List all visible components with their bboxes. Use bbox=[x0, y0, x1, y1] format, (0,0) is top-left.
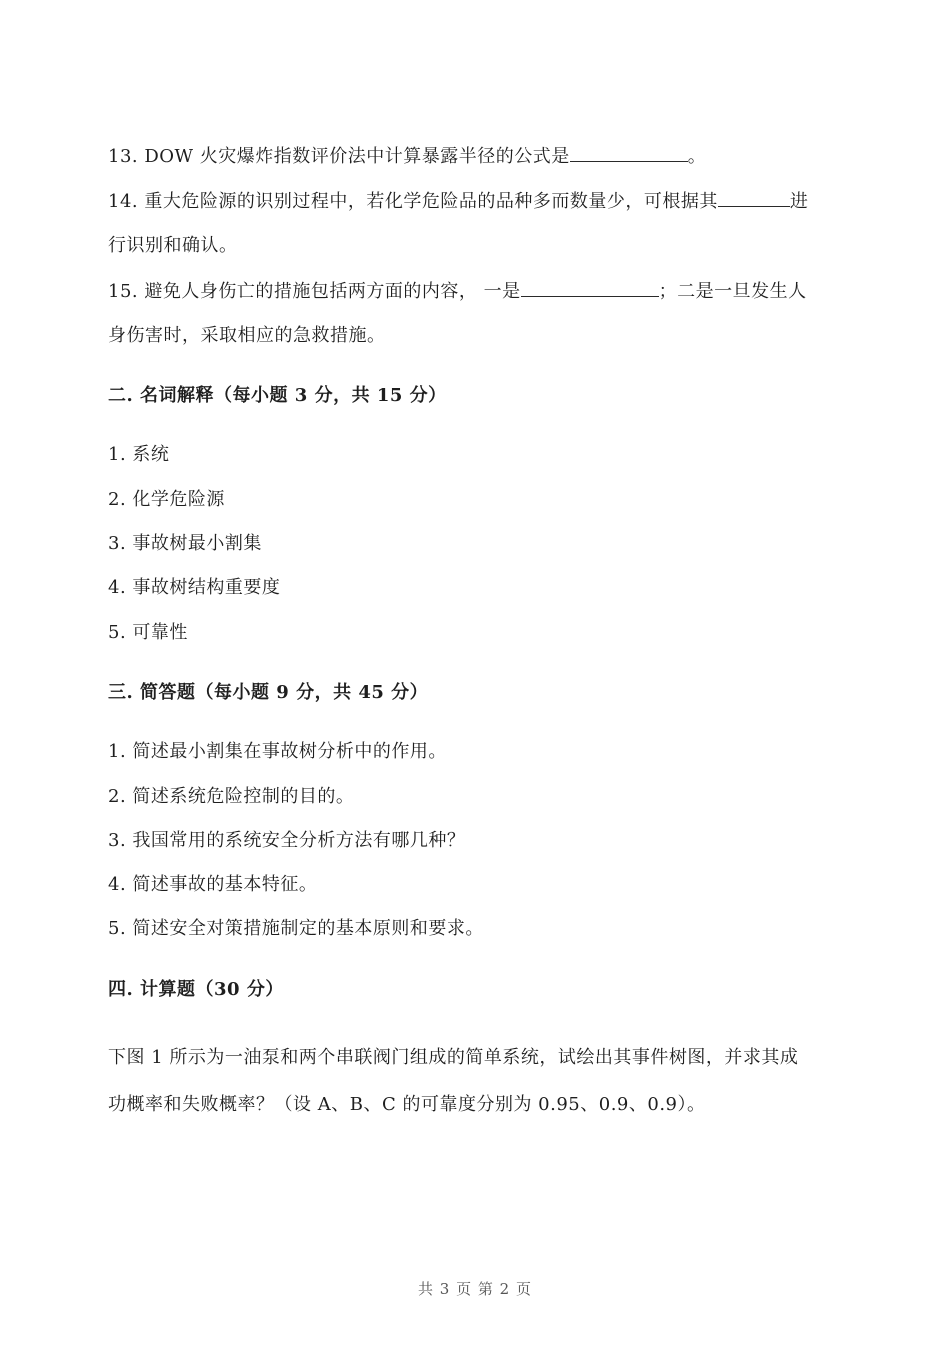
question-13-text: 13. DOW 火灾爆炸指数评价法中计算暴露半径的公式是 bbox=[108, 146, 570, 167]
section-4-paragraph-line-1: 下图 1 所示为一油泵和两个串联阀门组成的简单系统，试绘出其事件树图，并求其成 bbox=[108, 1047, 799, 1068]
section-3-item: 1. 简述最小割集在事故树分析中的作用。 bbox=[108, 741, 447, 762]
question-15-line-1 bbox=[108, 278, 868, 305]
question-13 bbox=[108, 143, 868, 170]
section-4-title: 四. 计算题（30 分） bbox=[108, 979, 284, 1000]
section-2-item: 2. 化学危险源 bbox=[108, 489, 225, 510]
section-3-item: 3. 我国常用的系统安全分析方法有哪几种？ bbox=[108, 830, 466, 851]
question-13-blank[interactable] bbox=[570, 143, 688, 162]
question-15-line-2: 身伤害时，采取相应的急救措施。 bbox=[108, 325, 386, 346]
section-4-paragraph-line-2: 功概率和失败概率？（设 A、B、C 的可靠度分别为 0.95、0.9、0.9）。 bbox=[108, 1094, 706, 1115]
section-3-item: 2. 简述系统危险控制的目的。 bbox=[108, 786, 355, 807]
section-2-item: 1. 系统 bbox=[108, 444, 170, 465]
question-14-blank[interactable] bbox=[718, 188, 790, 207]
section-3-title: 三. 简答题（每小题 9 分，共 45 分） bbox=[108, 682, 429, 703]
question-14-text: 14. 重大危险源的识别过程中，若化学危险品的品种多而数量少，可根据其 bbox=[108, 191, 718, 212]
section-2-title: 二. 名词解释（每小题 3 分，共 15 分） bbox=[108, 385, 447, 406]
section-3-item: 5. 简述安全对策措施制定的基本原则和要求。 bbox=[108, 918, 484, 939]
section-2-item: 3. 事故树最小割集 bbox=[108, 533, 262, 554]
question-14-end: 进 bbox=[789, 191, 809, 212]
section-2-item: 5. 可靠性 bbox=[108, 622, 188, 643]
question-15-text: 15. 避免人身伤亡的措施包括两方面的内容， 一是 bbox=[108, 281, 521, 302]
question-14-line-2: 行识别和确认。 bbox=[108, 235, 238, 256]
section-3-item: 4. 简述事故的基本特征。 bbox=[108, 874, 318, 895]
question-13-end: 。 bbox=[687, 146, 707, 167]
section-2-item: 4. 事故树结构重要度 bbox=[108, 577, 281, 598]
page-footer: 共 3 页 第 2 页 bbox=[418, 1280, 532, 1298]
question-15-end: ；二是一旦发生人 bbox=[658, 281, 807, 302]
question-15-blank[interactable] bbox=[521, 278, 659, 297]
question-14-line-1 bbox=[108, 188, 868, 215]
